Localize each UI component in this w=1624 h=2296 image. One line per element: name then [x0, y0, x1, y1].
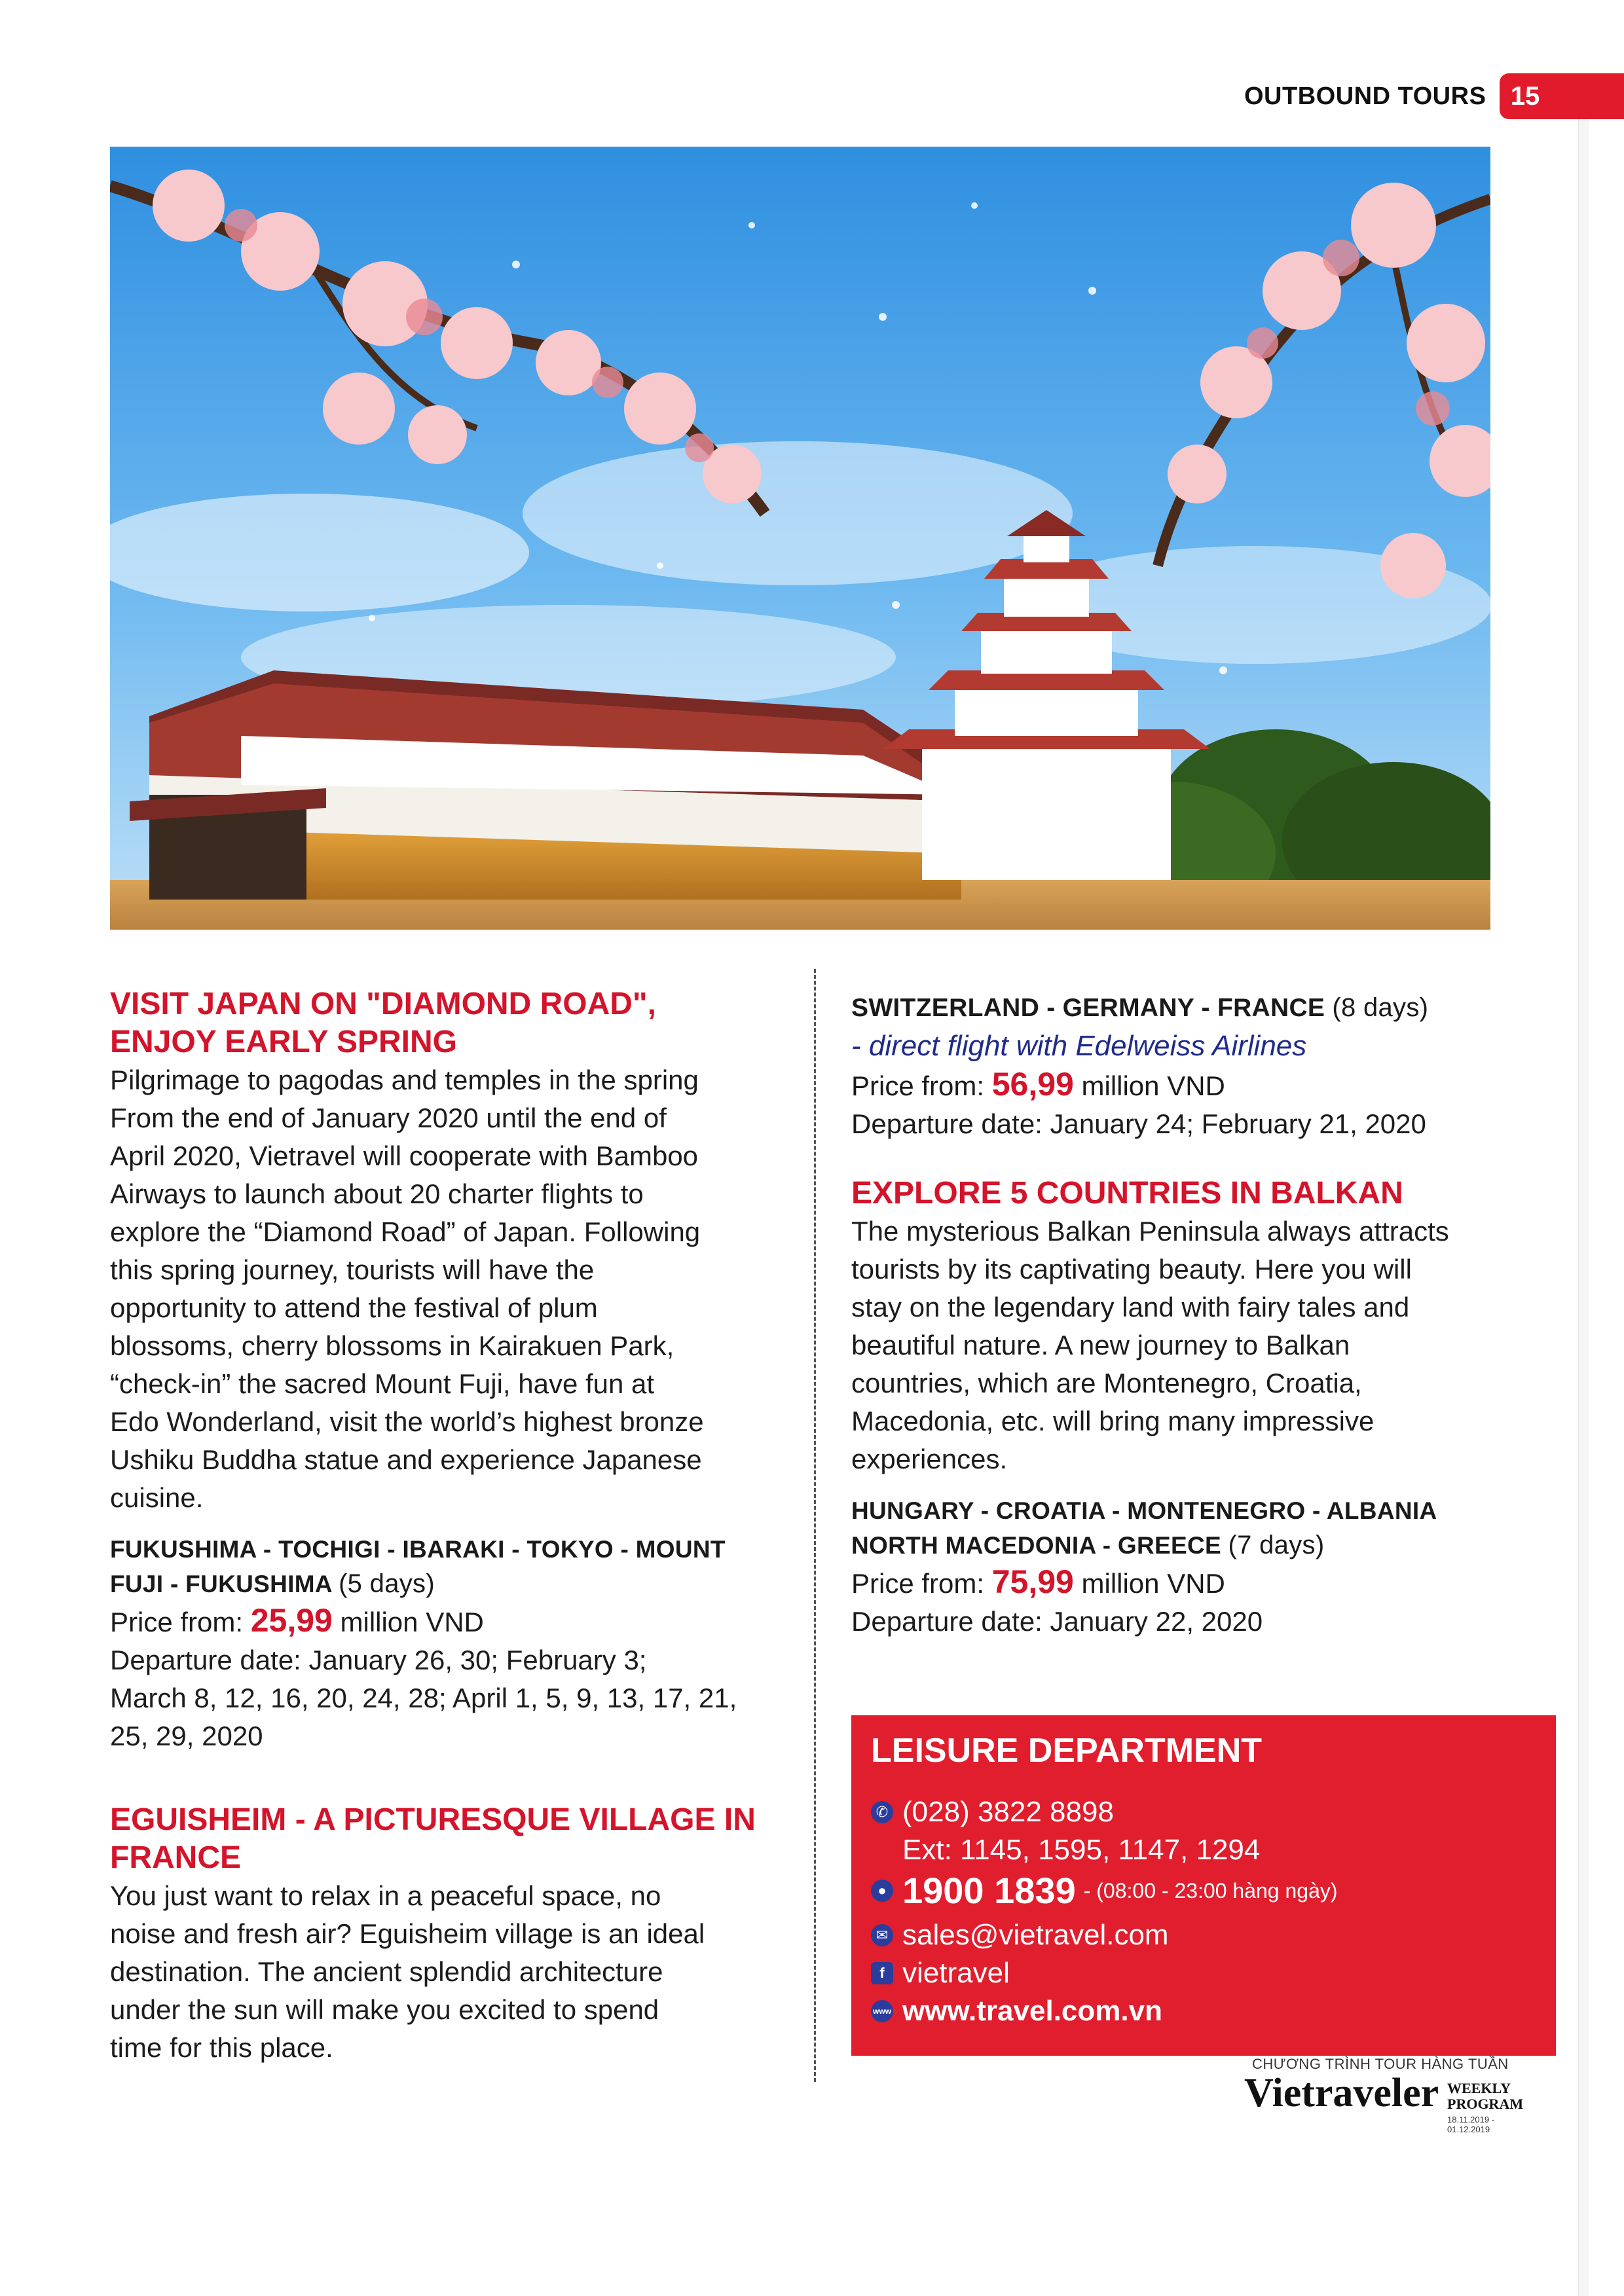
swiss-departure: Departure date: January 24; February 21, 2020: [851, 1108, 1426, 1139]
brand-tag-line-2: PROGRAM: [1447, 2096, 1524, 2112]
brand-name: Vietraveler: [1244, 2071, 1439, 2115]
email-link[interactable]: sales@vietravel.com: [902, 1919, 1169, 1951]
japan-heading-line-2: ENJOY EARLY SPRING: [110, 1025, 457, 1059]
balkan-body-line: stay on the legendary land with fairy tales and: [851, 1292, 1410, 1322]
balkan-heading: EXPLORE 5 COUNTRIES IN BALKAN: [851, 1176, 1403, 1211]
column-divider: [814, 969, 816, 2082]
balkan-route-line-1: HUNGARY - CROATIA - MONTENEGRO - ALBANIA: [851, 1497, 1437, 1524]
balkan-body-line: countries, which are Montenegro, Croatia,: [851, 1368, 1362, 1398]
eguisheim-body-line: destination. The ancient splendid architecture: [110, 1956, 663, 1987]
japan-body-line: explore the “Diamond Road” of Japan. Following: [110, 1216, 701, 1247]
brand-dates: 18.11.2019 - 01.12.2019: [1447, 2115, 1495, 2134]
japan-departure-line: Departure date: January 26, 30; February 3;: [110, 1645, 647, 1675]
phone-icon: ✆: [871, 1801, 893, 1823]
swiss-days: (8 days): [1332, 993, 1429, 1022]
phone-number[interactable]: (028) 3822 8898: [902, 1796, 1114, 1828]
balkan-body-line: experiences.: [851, 1444, 1008, 1474]
balkan-route-end: NORTH MACEDONIA - GREECE: [851, 1532, 1221, 1559]
swiss-price-unit: million VND: [1081, 1070, 1225, 1101]
hotline-row: [871, 1872, 1338, 1909]
swiss-price-label: Price from:: [851, 1070, 985, 1101]
japan-body-line: Airways to launch about 20 charter flights to: [110, 1178, 644, 1209]
swiss-route: [851, 989, 1532, 1027]
japan-route-line-1: FUKUSHIMA - TOCHIGI - IBARAKI - TOKYO - MOUNT: [110, 1536, 726, 1563]
eguisheim-body-line: noise and fresh air? Eguisheim village is an ideal: [110, 1918, 705, 1949]
brand-tagline: [1447, 2081, 1539, 2112]
email-row: [871, 1917, 1169, 1954]
japan-body-line: blossoms, cherry blossoms in Kairakuen Park,: [110, 1330, 674, 1361]
website-link[interactable]: www.travel.com.vn: [902, 1995, 1162, 2027]
hero-photo-castle-icon: [110, 147, 1490, 930]
section-label: OUTBOUND TOURS: [1244, 82, 1486, 110]
balkan-route-line-2: [851, 1528, 1532, 1563]
leisure-title: LEISURE DEPARTMENT: [871, 1732, 1263, 1770]
balkan-price-value: 75,99: [991, 1563, 1074, 1600]
eguisheim-body-line: time for this place.: [110, 2032, 333, 2063]
brand-kicker: CHƯƠNG TRÌNH TOUR HÀNG TUẦN: [1252, 2056, 1509, 2072]
balkan-body-line: beautiful nature. A new journey to Balkan: [851, 1330, 1350, 1360]
left-column: [110, 985, 804, 2067]
page-edge-tab: [1551, 73, 1624, 119]
balkan-body-line: The mysterious Balkan Peninsula always attracts: [851, 1216, 1449, 1247]
japan-body: [110, 1061, 804, 1517]
balkan-body-line: Macedonia, etc. will bring many impressive: [851, 1406, 1375, 1436]
swiss-price: [851, 1065, 1532, 1105]
facebook-link[interactable]: vietravel: [902, 1957, 1010, 1989]
phone-ext: Ext: 1145, 1595, 1147, 1294: [902, 1834, 1261, 1866]
japan-departure-line: March 8, 12, 16, 20, 24, 28; April 1, 5, 9, 13, 17, 21,: [110, 1683, 737, 1713]
japan-price: [110, 1601, 804, 1641]
japan-body-line: From the end of January 2020 until the end of: [110, 1102, 667, 1133]
japan-price-value: 25,99: [250, 1602, 333, 1639]
japan-body-line: Pilgrimage to pagodas and temples in the spring: [110, 1065, 699, 1095]
balkan-price: [851, 1563, 1532, 1603]
swiss-price-value: 56,99: [991, 1066, 1074, 1102]
hotline-user-icon: ●: [871, 1880, 893, 1902]
eguisheim-heading-line-2: FRANCE: [110, 1840, 241, 1875]
leisure-contact-box: [851, 1715, 1556, 2056]
page-binding-strip: [1578, 119, 1589, 2296]
japan-route-end: FUJI - FUKUSHIMA: [110, 1571, 332, 1597]
japan-body-line: this spring journey, tourists will have the: [110, 1254, 595, 1285]
website-row: [871, 1993, 1162, 2030]
eguisheim-body-line: under the sun will make you excited to spend: [110, 1994, 659, 2025]
japan-body-line: opportunity to attend the festival of plum: [110, 1292, 598, 1323]
eguisheim-body-line: You just want to relax in a peaceful space, no: [110, 1880, 661, 1911]
phone-row: [871, 1794, 1114, 1831]
japan-price-label: Price from:: [110, 1607, 244, 1637]
japan-price-unit: million VND: [340, 1607, 484, 1637]
right-column: [851, 989, 1532, 1641]
balkan-price-unit: million VND: [1081, 1568, 1225, 1599]
page-number: 15: [1500, 73, 1551, 119]
hotline-number[interactable]: 1900 1839: [902, 1870, 1076, 1911]
facebook-icon: f: [871, 1962, 893, 1984]
swiss-flight-note: - direct flight with Edelweiss Airlines: [851, 1030, 1307, 1062]
mail-icon: ✉: [871, 1924, 893, 1946]
balkan-body-line: tourists by its captivating beauty. Here you will: [851, 1254, 1412, 1285]
japan-heading-line-1: VISIT JAPAN ON "DIAMOND ROAD",: [110, 987, 656, 1021]
japan-route-line-2: [110, 1567, 804, 1601]
swiss-route-text: SWITZERLAND - GERMANY - FRANCE: [851, 994, 1325, 1022]
hotline-hours: - (08:00 - 23:00 hàng ngày): [1083, 1879, 1338, 1903]
japan-departure-line: 25, 29, 2020: [110, 1721, 263, 1751]
japan-body-line: “check-in” the sacred Mount Fuji, have fun at: [110, 1368, 655, 1399]
brand-tag-line-1: WEEKLY: [1447, 2080, 1511, 2096]
balkan-days: (7 days): [1228, 1531, 1325, 1559]
japan-days: (5 days): [339, 1569, 435, 1598]
japan-body-line: cuisine.: [110, 1482, 204, 1513]
japan-body-line: April 2020, Vietravel will cooperate with Bamboo: [110, 1140, 699, 1171]
japan-body-line: Edo Wonderland, visit the world’s highest bronze: [110, 1406, 704, 1437]
balkan-price-label: Price from:: [851, 1568, 985, 1599]
japan-body-line: Ushiku Buddha statue and experience Japanese: [110, 1444, 702, 1475]
eguisheim-heading-line-1: EGUISHEIM - A PICTURESQUE VILLAGE IN: [110, 1802, 756, 1837]
www-icon: www: [871, 2000, 893, 2022]
ext-row: [902, 1832, 1260, 1868]
brand-logo: [1244, 2056, 1524, 2134]
balkan-departure: Departure date: January 22, 2020: [851, 1606, 1263, 1637]
facebook-row: [871, 1955, 1010, 1992]
